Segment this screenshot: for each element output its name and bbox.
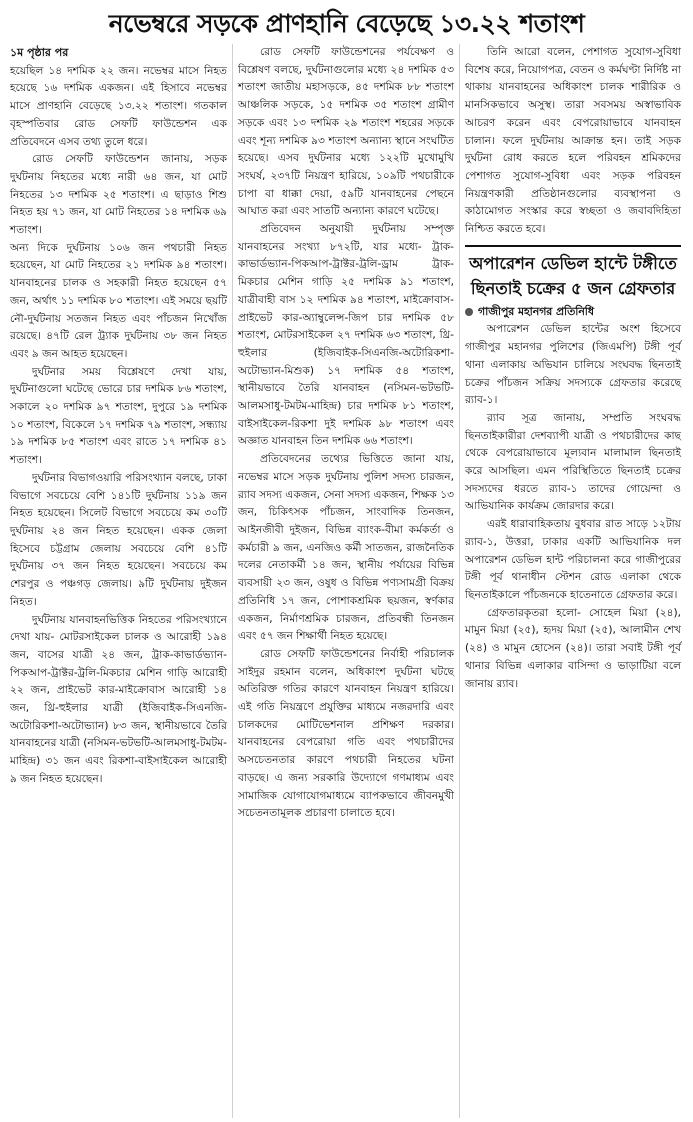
side-paragraph-2: র‍্যাব সূত্র জানায়, সম্প্রতি সংঘবদ্ধ ছিনতাইকারীরা দেশব্যাপী যাত্রী ও পথচারীদের কাছ থেকে বেপরোয়াভাবে মূল্যবান মালামাল ছিনতাই করে আসছিল। এমন পরিস্থিতিতে ছিনতাই চক্রের সদস্যদের ধরতে র‍্যাব-১ তাদের গোয়েন্দা ও আভিযানিক কার্যক্রম জোরদার করে। xyxy=(465,411,681,513)
continuation-label: ১ম পৃষ্ঠার পর xyxy=(10,46,69,59)
main-paragraph-7: রোড সেফটি ফাউন্ডেশনের পর্যবেক্ষণ ও বিশ্লেষণ বলছে, দুর্ঘটনাগুলোর মধ্যে ২৪ দশমিক ৫৩ শতাংশ জাতীয় মহাসড়কে, ৪৫ দশমিক ৮৮ শতাংশ আঞ্চলিক সড়কে, ১৫ দশমিক ৩৫ শতাংশ গ্রামীণ সড়কে এবং ১৩ দশমিক ২৯ শতাংশ শহরের সড়কে এবং শূন্য দশমিক ৯৩ শতাংশ অন্যান্য স্থানে সংঘটিত হয়েছে। এসব দুর্ঘটনার মধ্যে ১২২টি মুখোমুখি সংঘর্ষ, ২৩৭টি নিয়ন্ত্রণ হারিয়ে, ১০৯টি পথচারীকে চাপা বা ধাক্কা দেয়া, ৫৯টি যানবাহনের পেছনে আঘাত করা এবং সাতটি অন্যান্য কারণে ঘটেছে। xyxy=(238,46,454,218)
main-paragraph-6: দুর্ঘটনায় যানবাহনভিত্তিক নিহতের পরিসংখ্যানে দেখা যায়- মোটরসাইকেল চালক ও আরোহী ১৯৪ জন, বাসের যাত্রী ২৪ জন, ট্রাক-কাভার্ডভ্যান-পিকআপ-ট্রাক্টর-ট্রলি-মিকচার মেশিন গাড়ি আরোহী ২২ জন, প্রাইভেট কার-মাইক্রোবাস আরোহী ১৪ জন, থ্রি-হুইলার যাত্রী (ইজিবাইক-সিএনজি-অটোরিকশা-অটোভ্যান) ৮৩ জন, স্থানীয়ভাবে তৈরি যানবাহনের যাত্রী (নসিমন-ভটভটি-আলমসাধু-টমটম-মাহিন্দ্র) ৩১ জন এবং রিকশা-বাইসাইকেল আরোহী ৯ জন নিহত হয়েছেন। xyxy=(10,613,227,785)
article-columns xyxy=(5,44,688,1118)
side-story-byline xyxy=(465,303,681,321)
continued-from-label xyxy=(10,44,227,63)
main-paragraph-5: দুর্ঘটনার বিভাগওয়ারি পরিসংখ্যান বলছে, ঢাকা বিভাগে সবচেয়ে বেশি ১৪১টি দুর্ঘটনায় ১১৯ জন নিহত হয়েছেন। সিলেট বিভাগে সবচেয়ে কম ৩০টি দুর্ঘটনায় ২৪ জন নিহত হয়েছেন। একক জেলা হিসেবে চট্টগ্রাম জেলায় সবচেয়ে বেশি ৪১টি দুর্ঘটনায় ৩৭ জন নিহত হয়েছেন। সবচেয়ে কম শেরপুর ও পঞ্চগড় জেলায়। ৯টি দুর্ঘটনায় দুইজন নিহত। xyxy=(10,471,227,608)
main-paragraph-1: হয়েছিল ১৪ দশমিক ২২ জন। নভেম্বর মাসে নিহত হয়েছে ১৬ দশমিক একজন। এই হিসাবে নভেম্বর মাসে প্রাণহানি বেড়েছে ১৩.২২ শতাংশ। গতকাল বৃহস্পতিবার রোড সেফটি ফাউন্ডেশন এক প্রতিবেদনে এসব তথ্য তুলে ধরে। xyxy=(10,64,227,148)
bullet-icon xyxy=(465,308,473,316)
side-paragraph-3: এরই ধারাবাহিকতায় বুধবার রাত সাড়ে ১২টায় র‍্যাব-১, উত্তরা, ঢাকার একটি আভিযানিক দল অপারেশন ডেভিল হান্ট পরিচালনা করে গাজীপুরের টঙ্গী পূর্ব থানাধীন স্টেশন রোড এলাকা থেকে ছিনতাইকালে পাঁচজনকে হাতেনাতে গ্রেফতার করে। xyxy=(465,518,681,601)
main-paragraph-10: রোড সেফটি ফাউন্ডেশনের নির্বাহী পরিচালক সাইদুর রহমান বলেন, অধিকাংশ দুর্ঘটনা ঘটছে অতিরিক্ত গতির কারণে যানবাহন নিয়ন্ত্রণ হারিয়ে। এই গতি নিয়ন্ত্রণে প্রযুক্তির মাধ্যমে নজরদারি এবং চালকদের মোটিভেশনাল প্রশিক্ষণ দরকার। যানবাহনের বেপরোয়া গতি এবং পথচারীদের অসচেতনতার কারণে পথচারী নিহতের ঘটনা বাড়ছে। এ জন্য সরকারি উদ্যোগে গণমাধ্যম এবং সামাজিক যোগাযোগমাধ্যমে ব্যাপকভাবে জীবনমুখী সচেতনতামূলক প্রচারণা চালাতে হবে। xyxy=(238,647,454,820)
side-story-headline: অপারেশন ডেভিল হান্টে টঙ্গীতে ছিনতাই চক্রের ৫ জন গ্রেফতার xyxy=(465,245,681,301)
main-paragraph-4: দুর্ঘটনার সময় বিশ্লেষণে দেখা যায়, দুর্ঘটনাগুলো ঘটেছে ভোরে চার দশমিক ৮৬ শতাংশ, সকালে ২০ দশমিক ৯৭ শতাংশ, দুপুরে ১৯ দশমিক ১০ শতাংশ, বিকেলে ১৭ দশমিক ৭৯ শতাংশ, সন্ধ্যায় ১৯ দশমিক ৮৫ শতাংশ এবং রাতে ১৭ দশমিক ৪১ শতাংশ। xyxy=(10,365,227,467)
byline-text: গাজীপুর মহানগর প্রতিনিধি xyxy=(478,304,594,318)
side-paragraph-4: গ্রেফতারকৃতরা হলো- সোহেল মিয়া (২৪), মামুন মিয়া (২৫), হৃদয় মিয়া (২৫), আলামীন শেখ (২৪) ও মামুন হোসেন (২৪)। তারা সবাই টঙ্গী পূর্ব থানার বিভিন্ন এলাকার বাসিন্দা ও ভাড়াটিয়া বলে জানায় র‍্যাব। xyxy=(465,606,681,690)
main-paragraph-8: প্রতিবেদন অনুযায়ী দুর্ঘটনায় সম্পৃক্ত যানবাহনের সংখ্যা ৮৭২টি, যার মধ্যে- ট্রাক-কাভার্ডভ্যান-পিকআপ-ট্রাক্টর-ট্রলি-ড্রাম ট্রাক-মিকচার মেশিন গাড়ি ২৫ দশমিক ৯১ শতাংশ, যাত্রীবাহী বাস ১২ দশমিক ৯৪ শতাংশ, মাইক্রোবাস-প্রাইভেট কার-অ্যাম্বুলেন্স-জিপ চার দশমিক ৫৮ শতাংশ, মোটরসাইকেল ২৭ দশমিক ৬৩ শতাংশ, থ্রি-হুইলার (ইজিবাইক-সিএনজি-অটোরিকশা-অটোভ্যান-মিশুক) ১৭ দশমিক ৫৪ শতাংশ, স্থানীয়ভাবে তৈরি যানবাহন (নসিমন-ভটভটি-আলমসাধু-টমটম-মাহিন্দ্র) চার দশমিক ৮১ শতাংশ, বাইসাইকেল-রিকশা দুই দশমিক ৯৮ শতাংশ এবং অজ্ঞাত যানবাহন তিন দশমিক ৬৬ শতাংশ। xyxy=(238,223,454,448)
main-paragraph-11: তিনি আরো বলেন, পেশাগত সুযোগ-সুবিধা বিশেষ করে, নিয়োগপত্র, বেতন ও কর্মঘণ্টা নির্দিষ্ট না থাকায় যানবাহনের অধিকাংশ চালক শারীরিক ও মানসিকভাবে অসুস্থ। তারা সবসময় অস্বাভাবিক আচরণ করেন এবং বেপরোয়াভাবে যানবাহন চালান। ফলে দুর্ঘটনায় আক্রান্ত হন। তাই সড়ক দুর্ঘটনা রোধ করতে হলে পরিবহন শ্রমিকদের পেশাগত সুযোগ-সুবিধা এবং সড়ক পরিবহন নিয়ন্ত্রণকারী প্রতিষ্ঠানগুলোর ব্যবস্থাপনা ও কাঠামোগত সংস্কার করে স্বচ্ছতা ও জবাবদিহিতা নিশ্চিত করতে হবে। xyxy=(465,46,681,236)
main-headline: নভেম্বরে সড়কে প্রাণহানি বেড়েছে ১৩.২২ শতাংশ xyxy=(108,9,585,38)
column-3 xyxy=(459,44,686,1118)
main-paragraph-9: প্রতিবেদনের তথ্যের ভিত্তিতে জানা যায়, নভেম্বর মাসে সড়ক দুর্ঘটনায় পুলিশ সদস্য চারজন, র‍্যাব সদস্য একজন, সেনা সদস্য একজন, শিক্ষক ১৩ জন, চিকিৎসক পাঁচজন, সাংবাদিক তিনজন, আইনজীবী দুইজন, বিভিন্ন ব্যাংক-বীমা কর্মকর্তা ও কর্মচারী ৯ জন, এনজিও কর্মী সাতজন, রাজনৈতিক দলের নেতাকর্মী ১৪ জন, স্থানীয় পর্যায়ের বিভিন্ন ব্যবসায়ী ২৩ জন, ওষুধ ও বিভিন্ন পণ্যসামগ্রী বিক্রয় প্রতিনিধি ১৭ জন, পোশাকশ্রমিক ছয়জন, স্বর্ণকার একজন, নির্মাণশ্রমিক চারজন, প্রতিবন্ধী তিনজন এবং ৫৭ জন শিক্ষার্থী নিহত হয়েছে। xyxy=(238,453,454,643)
side-paragraph-1: অপারেশন ডেভিল হান্টের অংশ হিসেবে গাজীপুর মহানগর পুলিশের (জিএমপি) টঙ্গী পূর্ব থানা এলাকায় অভিযান চালিয়ে সংঘবদ্ধ ছিনতাই চক্রের পাঁচজন সক্রিয় সদস্যকে গ্রেফতার করেছে র‍্যাব-১। xyxy=(465,323,681,407)
main-paragraph-2: রোড সেফটি ফাউন্ডেশন জানায়, সড়ক দুর্ঘটনায় নিহতের মধ্যে নারী ৬৪ জন, যা মোট নিহতের ১৩ দশমিক ২৫ শতাংশ। এ ছাড়াও শিশু নিহত হয় ৭১ জন, যা মোট নিহতের ১৪ দশমিক ৬৯ শতাংশ। xyxy=(10,153,227,237)
column-2 xyxy=(232,44,459,1118)
main-paragraph-3: অন্য দিকে দুর্ঘটনায় ১০৬ জন পথচারী নিহত হয়েছেন, যা মোট নিহতের ২১ দশমিক ৯৪ শতাংশ। যানবাহনের চালক ও সহকারী নিহত হয়েছেন ৫৭ জন, অর্থাৎ ১১ দশমিক ৮০ শতাংশ। এই সময়ে ছয়টি নৌ-দুর্ঘটনায় সতজন নিহত এবং পাঁচজন নিখোঁজ রয়েছে। ৪৭টি রেল ট্র্যাক দুর্ঘটনায় ৩৮ জন নিহত এবং ৯ জন আহত হয়েছেন। xyxy=(10,241,227,360)
column-1 xyxy=(5,44,232,1118)
